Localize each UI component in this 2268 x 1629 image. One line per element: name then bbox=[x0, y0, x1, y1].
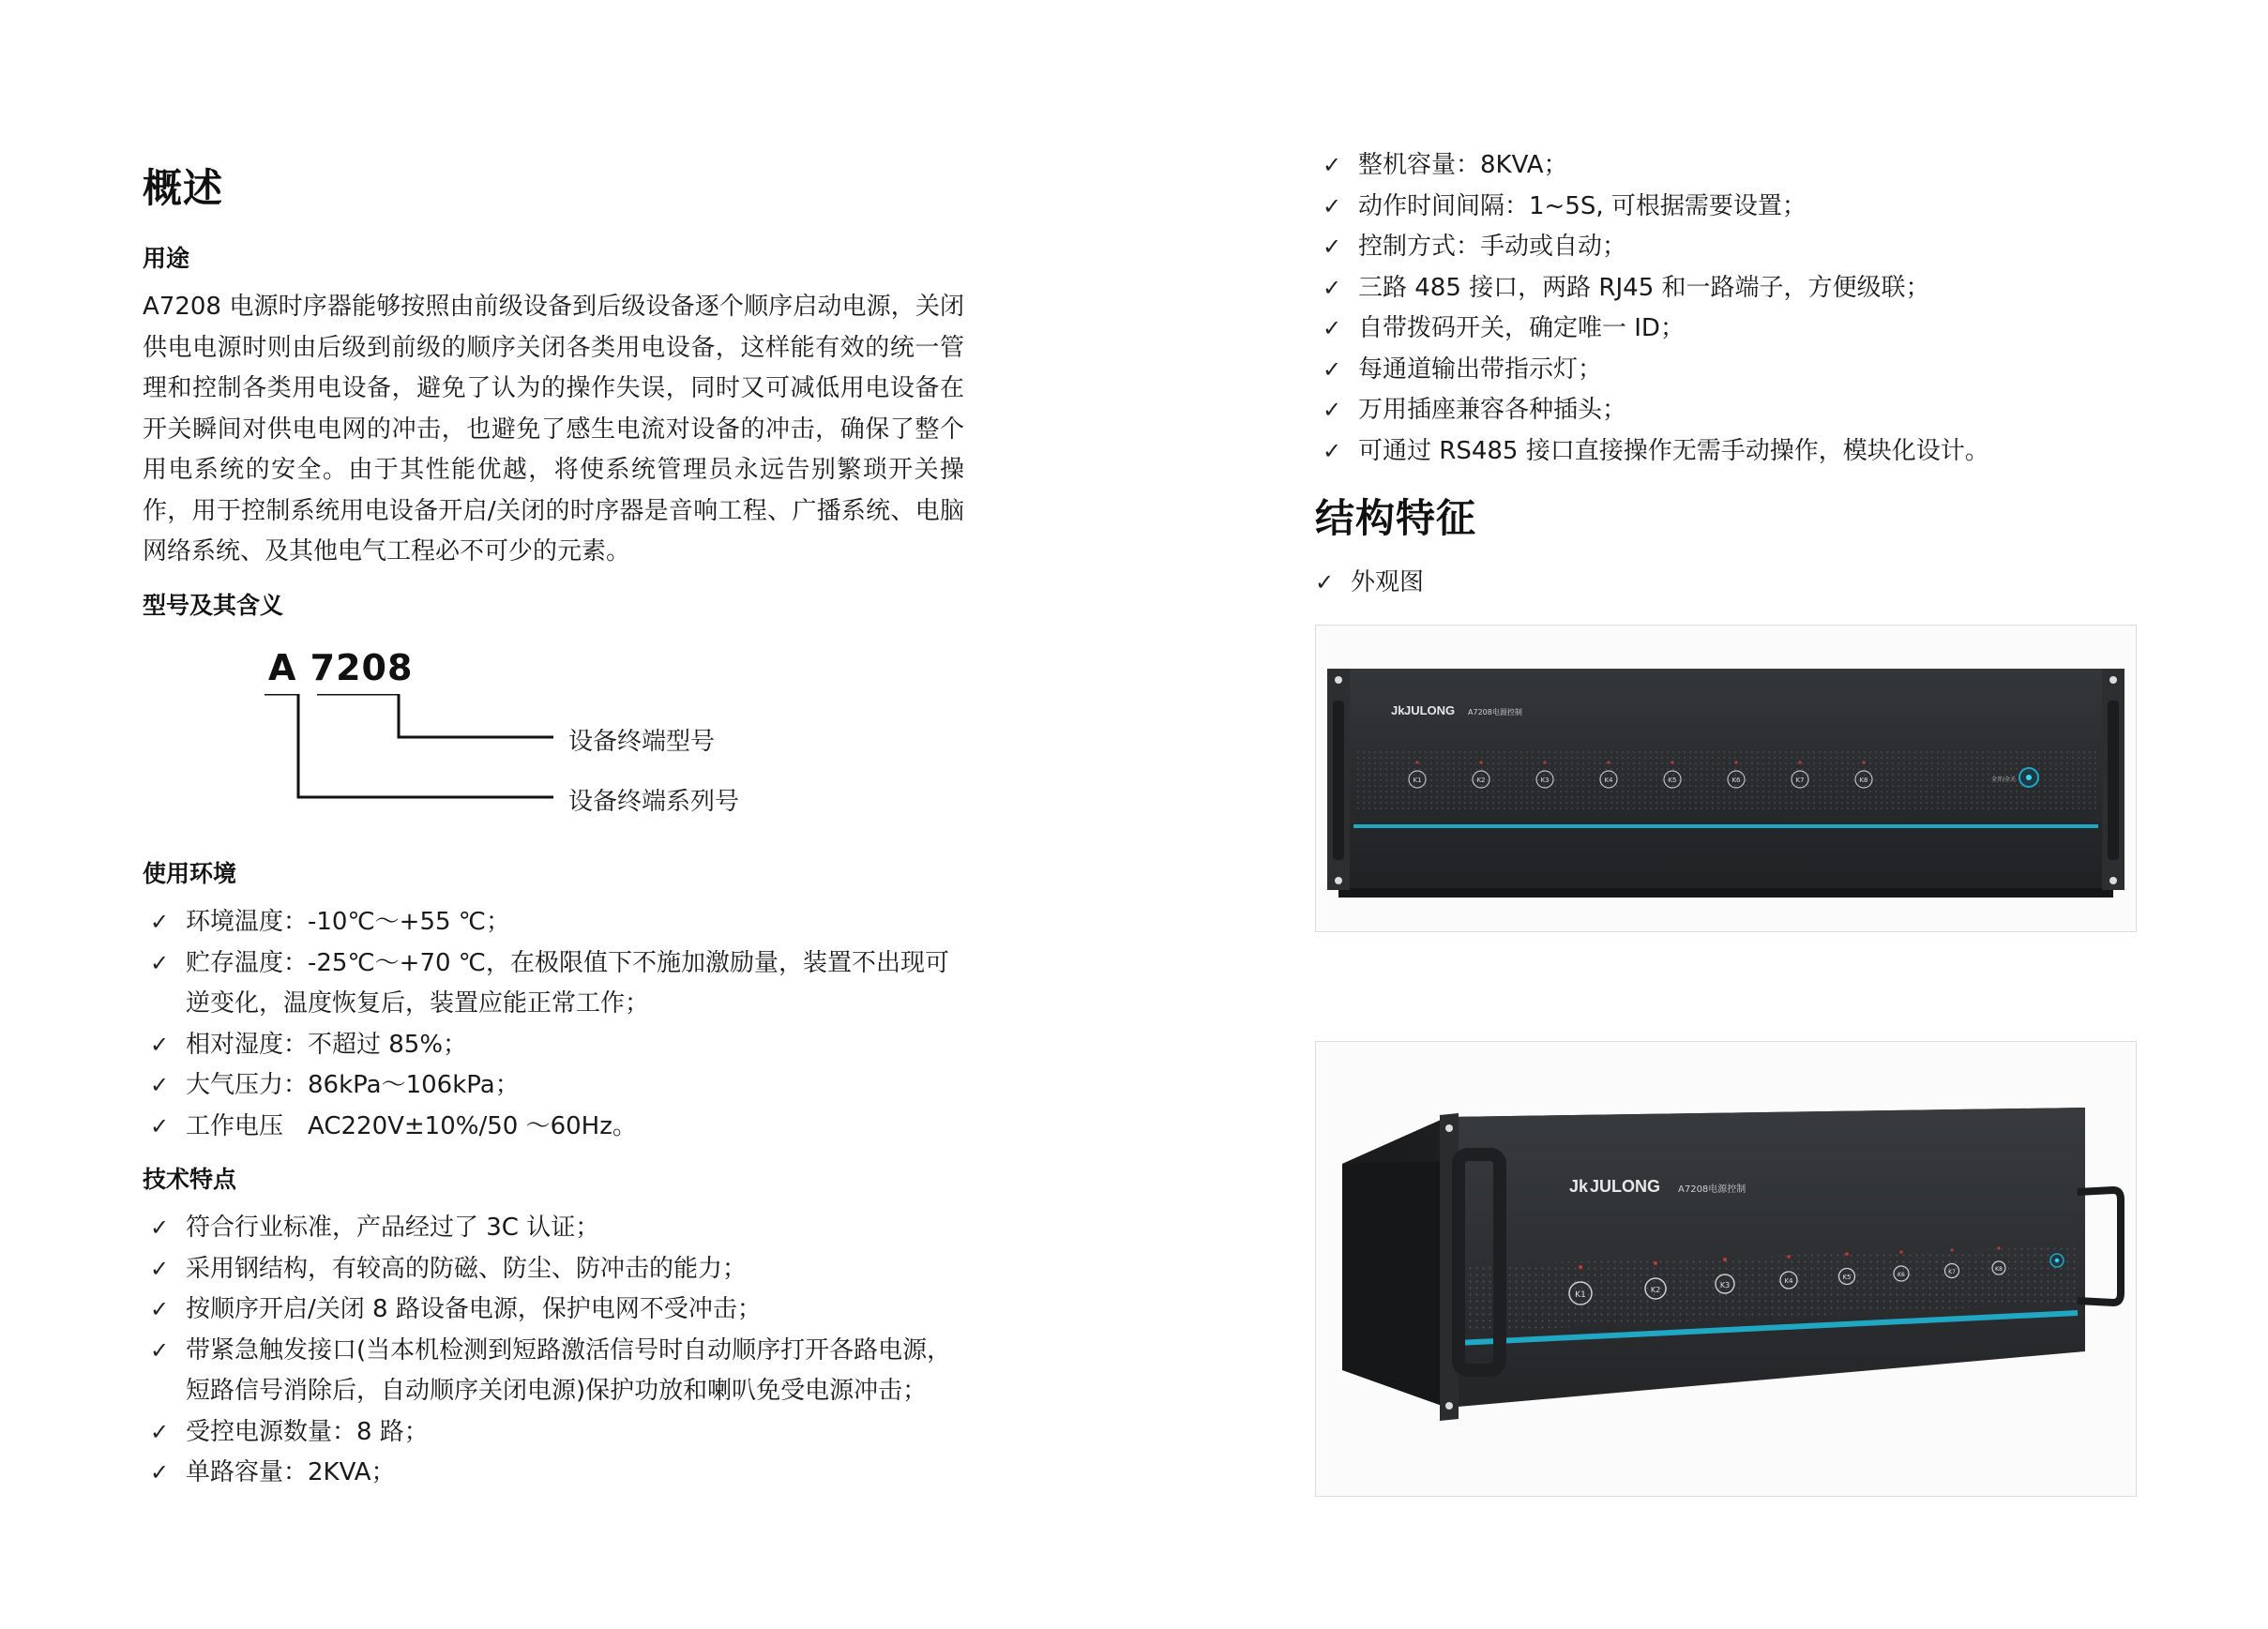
check-icon: ✓ bbox=[150, 949, 170, 976]
model-label-type: 设备终端型号 bbox=[568, 728, 716, 756]
structure-title: 结构特征 bbox=[1315, 495, 1477, 541]
purpose-paragraph: A7208 电源时序器能够按照由前级设备到后级设备逐个顺序启动电源，关闭供电电源时则由后级到前级的顺序关闭各类用电设备，这样能有效的统一管理和控制各类用电设备，避免了认为的操作失误，同时又可减低用电设备在开关瞬间对供电电网的冲击，也避免了感生电流对设备的冲击，确保了整个用电系统的安全。由于其性能优越，将使系统管理员永远告别繁琐开关操作，用于控制系统用电设备开启/关闭的时序器是音响工程、广播系统、电脑网络系统、及其他电气工程必不可少的元素。 bbox=[143, 293, 964, 566]
svg-text:K6: K6 bbox=[1898, 1272, 1905, 1278]
chassis-bottom-shadow bbox=[1338, 888, 2113, 897]
left-top-hole bbox=[1335, 676, 1342, 684]
model-label-series: 设备终端系列号 bbox=[568, 788, 740, 816]
svg-text:K1: K1 bbox=[1413, 777, 1422, 784]
check-icon: ✓ bbox=[1323, 437, 1342, 464]
left-bottom-hole bbox=[1335, 877, 1342, 884]
svg-text:K5: K5 bbox=[1668, 777, 1677, 784]
svg-text:K3: K3 bbox=[1540, 777, 1550, 784]
svg-text:K8: K8 bbox=[1859, 777, 1868, 784]
check-icon: ✓ bbox=[1323, 234, 1342, 260]
check-icon: ✓ bbox=[150, 1112, 170, 1139]
model-text: A7208电源控制 bbox=[1468, 708, 1522, 716]
accent-stripe bbox=[1353, 824, 2098, 828]
device-front-image bbox=[1315, 625, 2137, 932]
appearance-list bbox=[1308, 563, 1683, 604]
svg-text:K4: K4 bbox=[1784, 1277, 1793, 1285]
check-icon: ✓ bbox=[150, 1296, 170, 1322]
model-code: A 7208 bbox=[268, 647, 414, 688]
environment-list bbox=[143, 902, 964, 1147]
left-handle bbox=[1333, 701, 1344, 860]
brand-logo-glyph: Jk bbox=[1569, 1177, 1589, 1196]
svg-text:K1: K1 bbox=[1575, 1290, 1586, 1300]
list-item: ✓ 工作电压 AC220V±10%/50 ～60Hz。 bbox=[143, 1107, 964, 1148]
master-switch-led bbox=[2026, 775, 2032, 780]
list-item: ✓ 大气压力：86kPa～106kPa； bbox=[143, 1065, 964, 1107]
svg-text:K2: K2 bbox=[1476, 777, 1486, 784]
check-icon: ✓ bbox=[1315, 569, 1335, 596]
list-item: ✓ 自带拨码开关，确定唯一 ID； bbox=[1315, 309, 2159, 350]
purpose-heading: 用途 bbox=[143, 245, 190, 272]
model-text: A7208电源控制 bbox=[1678, 1184, 1746, 1195]
check-icon: ✓ bbox=[150, 1214, 170, 1241]
check-icon: ✓ bbox=[150, 1336, 170, 1364]
list-item: ✓ 带紧急触发接口(当本机检测到短路激活信号时自动顺序打开各路电源，短路信号消除后，自动顺序关闭电源)保护功放和喇叭免受电源冲击； bbox=[143, 1331, 964, 1412]
check-icon: ✓ bbox=[150, 1418, 170, 1445]
dotted-panel bbox=[1353, 749, 2098, 811]
list-item: ✓ 相对湿度：不超过 85%； bbox=[143, 1025, 964, 1066]
type-bracket-line bbox=[317, 694, 553, 737]
check-icon: ✓ bbox=[1323, 192, 1342, 219]
brand-logo-glyph: Jk bbox=[1391, 703, 1405, 717]
list-item: ✓ 三路 485 接口，两路 RJ45 和一路端子，方便级联； bbox=[1315, 268, 2159, 309]
check-icon: ✓ bbox=[150, 909, 170, 935]
device-perspective-illustration bbox=[1316, 1042, 2136, 1496]
svg-text:K3: K3 bbox=[1719, 1281, 1731, 1290]
svg-text:K4: K4 bbox=[1604, 777, 1613, 784]
list-item: ✓ 外观图 bbox=[1308, 563, 1683, 604]
environment-heading: 使用环境 bbox=[143, 860, 237, 887]
model-diagram bbox=[253, 647, 779, 835]
list-item: ✓ 单路容量：2KVA； bbox=[143, 1453, 964, 1494]
list-item: ✓ 贮存温度：-25℃～+70 ℃，在极限值下不施加激励量，装置不出现可逆变化，温度恢复后，装置应能正常工作； bbox=[143, 943, 964, 1025]
overview-title: 概述 bbox=[143, 165, 224, 211]
model-heading: 型号及其含义 bbox=[143, 592, 284, 619]
check-icon: ✓ bbox=[150, 1072, 170, 1098]
list-item: ✓ 整机容量：8KVA； bbox=[1315, 145, 2159, 187]
check-icon: ✓ bbox=[1323, 355, 1342, 383]
right-handle bbox=[2108, 701, 2119, 860]
check-icon: ✓ bbox=[1323, 274, 1342, 301]
check-icon: ✓ bbox=[1323, 152, 1342, 178]
brand-mark: JULONG bbox=[1590, 1177, 1661, 1196]
list-item: ✓ 按顺序开启/关闭 8 路设备电源，保护电网不受冲击； bbox=[143, 1290, 964, 1331]
check-icon: ✓ bbox=[150, 1459, 170, 1486]
device-perspective-image bbox=[1315, 1041, 2137, 1497]
brand-mark: JULONG bbox=[1404, 703, 1456, 717]
tech-features-heading: 技术特点 bbox=[143, 1166, 237, 1193]
list-item: ✓ 控制方式：手动或自动； bbox=[1315, 227, 2159, 268]
list-item: ✓ 动作时间间隔：1~5S, 可根据需要设置； bbox=[1315, 187, 2159, 228]
svg-text:K2: K2 bbox=[1650, 1286, 1661, 1294]
right-top-hole bbox=[2109, 676, 2117, 684]
left-top-hole bbox=[1445, 1124, 1453, 1132]
right-bottom-hole bbox=[2109, 877, 2117, 884]
svg-text:K6: K6 bbox=[1731, 777, 1741, 784]
list-item: ✓ 万用插座兼容各种插头； bbox=[1315, 390, 2159, 431]
series-bracket-line bbox=[265, 694, 553, 797]
switch-label: 全开/全关 bbox=[1991, 777, 2017, 783]
check-icon: ✓ bbox=[1323, 397, 1342, 423]
master-switch-led bbox=[2055, 1259, 2059, 1262]
left-bottom-hole bbox=[1445, 1402, 1453, 1410]
svg-text:K7: K7 bbox=[1948, 1269, 1956, 1275]
list-item: ✓ 环境温度：-10℃～+55 ℃； bbox=[143, 902, 964, 943]
svg-text:K7: K7 bbox=[1795, 777, 1805, 784]
model-bracket-lines bbox=[253, 694, 553, 853]
check-icon: ✓ bbox=[1323, 315, 1342, 341]
tech-features-list bbox=[143, 1208, 964, 1494]
svg-text:K8: K8 bbox=[1995, 1266, 2003, 1273]
list-item: ✓ 受控电源数量：8 路； bbox=[143, 1412, 964, 1454]
list-item: ✓ 符合行业标准，产品经过了 3C 认证； bbox=[143, 1208, 964, 1249]
tech-features-list-continued bbox=[1315, 145, 2159, 472]
list-item: ✓ 每通道输出带指示灯； bbox=[1315, 350, 2159, 391]
check-icon: ✓ bbox=[150, 1255, 170, 1282]
check-icon: ✓ bbox=[150, 1031, 170, 1058]
list-item: ✓ 采用钢结构，有较高的防磁、防尘、防冲击的能力； bbox=[143, 1249, 964, 1290]
device-front-illustration bbox=[1316, 626, 2136, 931]
svg-text:K5: K5 bbox=[1842, 1274, 1852, 1281]
list-item: ✓ 可通过 RS485 接口直接操作无需手动操作，模块化设计。 bbox=[1315, 431, 2159, 473]
